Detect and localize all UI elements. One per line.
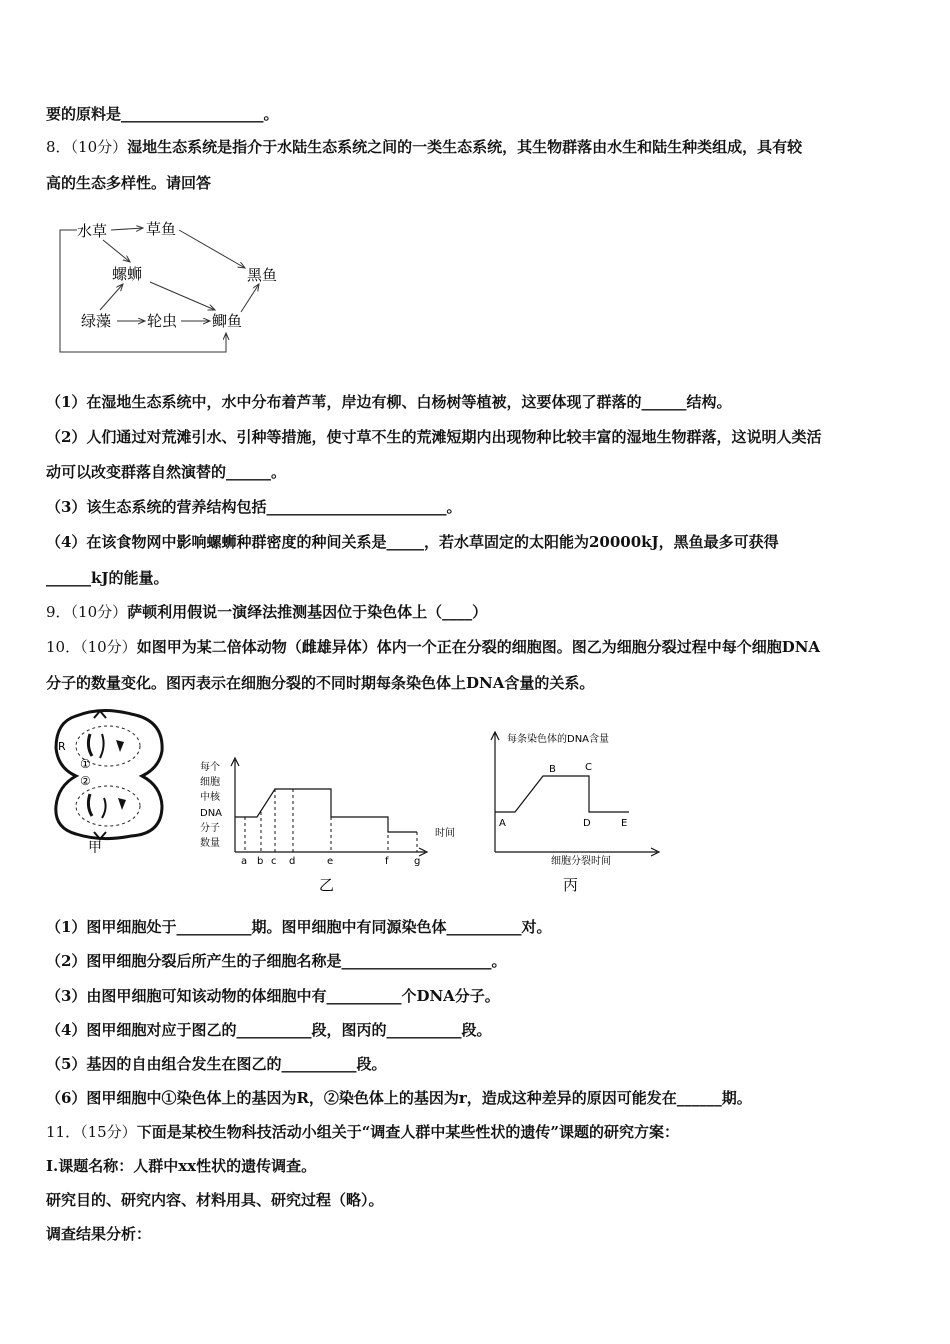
yi-ylabel-4: DNA: [200, 808, 223, 819]
bing-point-A: A: [499, 818, 506, 829]
label-R: R: [58, 740, 66, 753]
figure-yi-label: 乙: [319, 876, 335, 894]
q10-number: 10．（10分）: [46, 638, 137, 656]
q10-sub-5: （5）基因的自由组合发生在图乙的__________段。: [46, 1055, 387, 1073]
yi-ylabel-1: 每个: [200, 762, 220, 773]
node-caoyu: 草鱼: [146, 220, 177, 238]
node-luosi: 螺蛳: [112, 265, 143, 283]
q8-stem-1: 湿地生态系统是指介于水陆生态系统之间的一类生态系统，其生物群落由水生和陆生种类组成，具有较: [127, 138, 803, 156]
food-web-diagram: [55, 212, 295, 360]
q9-stem: 萨顿利用假说一演绎法推测基因位于染色体上（____）: [127, 603, 488, 621]
yi-tick-e: e: [327, 856, 334, 867]
q10-sub-4: （4）图甲细胞对应于图乙的__________段，图丙的__________段。: [46, 1021, 492, 1039]
q8-sub-2a: （2）人们通过对荒滩引水、引种等措施，使寸草不生的荒滩短期内出现物种比较丰富的湿地生物群落，这说明人类活: [46, 428, 822, 446]
q11-sub-1: I.课题名称：人群中xx性状的遗传调查。: [46, 1157, 317, 1175]
yi-tick-c: c: [271, 856, 277, 867]
q8-stem-2: 高的生态多样性。请回答: [46, 174, 212, 192]
q10-line-1: [46, 637, 820, 657]
q11-sub-3: 调查结果分析：: [46, 1225, 152, 1243]
q11-sub-2: 研究目的、研究内容、材料用具、研究过程（略）。: [46, 1191, 384, 1209]
figure-jia-cell: [46, 706, 186, 856]
q11-number: 11．（15分）: [46, 1123, 137, 1141]
q10-sub-1: （1）图甲细胞处于__________期。图甲细胞中有同源染色体__________对。: [46, 918, 552, 936]
q11-line: [46, 1122, 679, 1142]
yi-ylabel-3: 中核: [200, 792, 220, 803]
node-jiyu: 鲫鱼: [212, 312, 243, 330]
yi-tick-d: d: [289, 856, 296, 867]
node-lvzao: 绿藻: [81, 312, 112, 330]
q8-sub-4a: （4）在该食物网中影响螺蛳种群密度的种间关系是_____，若水草固定的太阳能为20000kJ，黑鱼最多可获得: [46, 533, 779, 551]
node-shuicao: 水草: [77, 222, 108, 240]
q10-stem-1: 如图甲为某二倍体动物（雌雄异体）体内一个正在分裂的细胞图。图乙为细胞分裂过程中每个细胞DNA: [136, 638, 821, 656]
label-circle-2: ②: [80, 774, 91, 788]
q8-number: 8．（10分）: [46, 138, 128, 156]
q8-sub-4b: ______kJ的能量。: [46, 569, 169, 587]
yi-xlabel: 时间: [435, 828, 455, 839]
figure-bing-chart: [485, 712, 665, 897]
yi-tick-g: g: [414, 856, 421, 867]
yi-tick-b: b: [257, 856, 264, 867]
q9-number: 9．（10分）: [46, 603, 128, 621]
yi-ylabel-5: 分子: [200, 823, 220, 834]
yi-ylabel-6: 数量: [200, 838, 220, 849]
yi-tick-f: f: [385, 856, 389, 867]
bing-point-C: C: [585, 762, 592, 773]
bing-point-B: B: [549, 764, 556, 775]
bing-point-E: E: [621, 818, 628, 829]
bing-point-D: D: [583, 818, 591, 829]
bing-ylabel: 每条染色体的DNA含量: [507, 734, 610, 745]
label-circle-1: ①: [80, 757, 91, 771]
q10-sub-6: （6）图甲细胞中①染色体上的基因为R，②染色体上的基因为r，造成这种差异的原因可能发在______期。: [46, 1089, 752, 1107]
q10-sub-3: （3）由图甲细胞可知该动物的体细胞中有__________个DNA分子。: [46, 987, 500, 1005]
q9-line: [46, 602, 487, 622]
node-lunchong: 轮虫: [147, 312, 178, 330]
figure-bing-label: 丙: [563, 876, 579, 894]
yi-tick-a: a: [241, 856, 248, 867]
figure-yi-chart: [195, 752, 470, 897]
q8-sub-3: （3）该生态系统的营养结构包括________________________。: [46, 498, 462, 516]
figure-jia-label: 甲: [88, 840, 102, 856]
yi-ylabel-2: 细胞: [200, 777, 220, 788]
q8-line-1: [46, 137, 802, 157]
q11-stem: 下面是某校生物科技活动小组关于“调查人群中某些性状的遗传”课题的研究方案：: [136, 1123, 679, 1141]
q10-sub-2: （2）图甲细胞分裂后所产生的子细胞名称是____________________。: [46, 952, 507, 970]
bing-xlabel: 细胞分裂时间: [551, 856, 611, 867]
q10-stem-2: 分子的数量变化。图丙表示在细胞分裂的不同时期每条染色体上DNA含量的关系。: [46, 674, 595, 692]
q8-sub-2b: 动可以改变群落自然演替的______。: [46, 463, 287, 481]
q8-sub-1: （1）在湿地生态系统中，水中分布着芦苇，岸边有柳、白杨树等植被，这要体现了群落的______结构。: [46, 393, 732, 411]
line-prev-answer: 要的原料是___________________。: [46, 105, 279, 123]
node-heiyu: 黑鱼: [247, 266, 278, 284]
